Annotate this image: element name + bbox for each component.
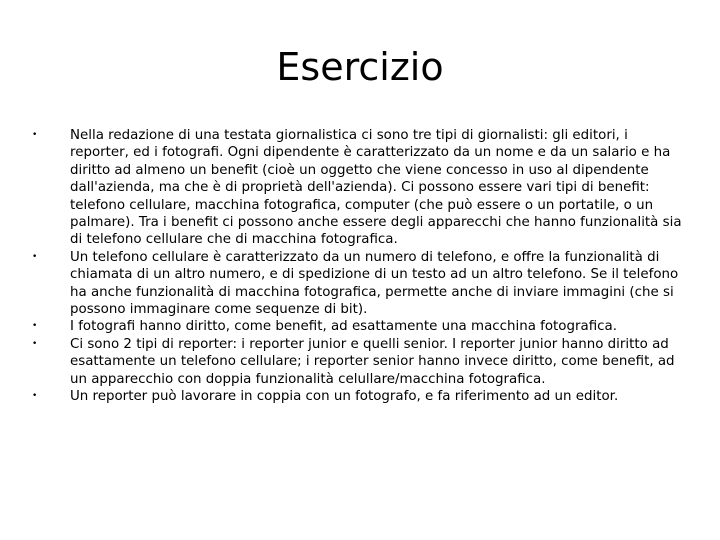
bullet-dot-icon: • [32,321,38,332]
bullet-text: Un telefono cellulare è caratterizzato da un numero di telefono, e offre la funzionalità di chiamata di un altro numero, e di spedizione di un testo ad un altro telefono. Se il telefono ha anche funzionalità di macchina fotografica, permette anche di inviare immagini (che si possono immaginare come sequenze di bit). [70,249,679,318]
bullet-text: Ci sono 2 tipi di reporter: i reporter junior e quelli senior. I reporter junior hanno diritto ad esattamente un telefono cellulare; i reporter senior hanno invece diritto, come benefit, ad un apparecchio con doppia funzionalità celullare/macchina fotografica. [70,336,675,387]
bullet-item [32,249,682,319]
bullet-dot-icon: • [32,391,38,402]
bullet-item [32,127,682,249]
bullet-item [32,388,682,405]
bullet-text: Un reporter può lavorare in coppia con un fotografo, e fa riferimento ad un editor. [70,389,619,405]
bullet-text: Nella redazione di una testata giornalistica ci sono tre tipi di giornalisti: gli editori, i reporter, ed i fotografi. Ogni dipendente è caratterizzato da un nome e da un salario e ha diritto ad almeno un benefit (cioè un oggetto che viene concesso in uso al dipendente dall'azienda, ma che è di proprietà dell'azienda). Ci possono essere vari tipi di benefit: telefono cellulare, macchina fotografica, computer (che può essere o un portatile, o un palmare). Tra i benefit ci possono anche essere degli apparecchi che hanno funzionalità sia di telefono cellulare che di macchina fotografica. [70,128,682,248]
bullet-dot-icon: • [32,338,38,349]
bullet-dot-icon: • [32,251,38,262]
bullet-item [32,336,682,388]
bullet-list [32,127,682,406]
bullet-dot-icon: • [32,130,38,140]
bullet-item [32,318,682,335]
slide-title: Esercizio [276,45,444,89]
bullet-text: I fotografi hanno diritto, come benefit, ad esattamente una macchina fotografica. [70,319,617,335]
